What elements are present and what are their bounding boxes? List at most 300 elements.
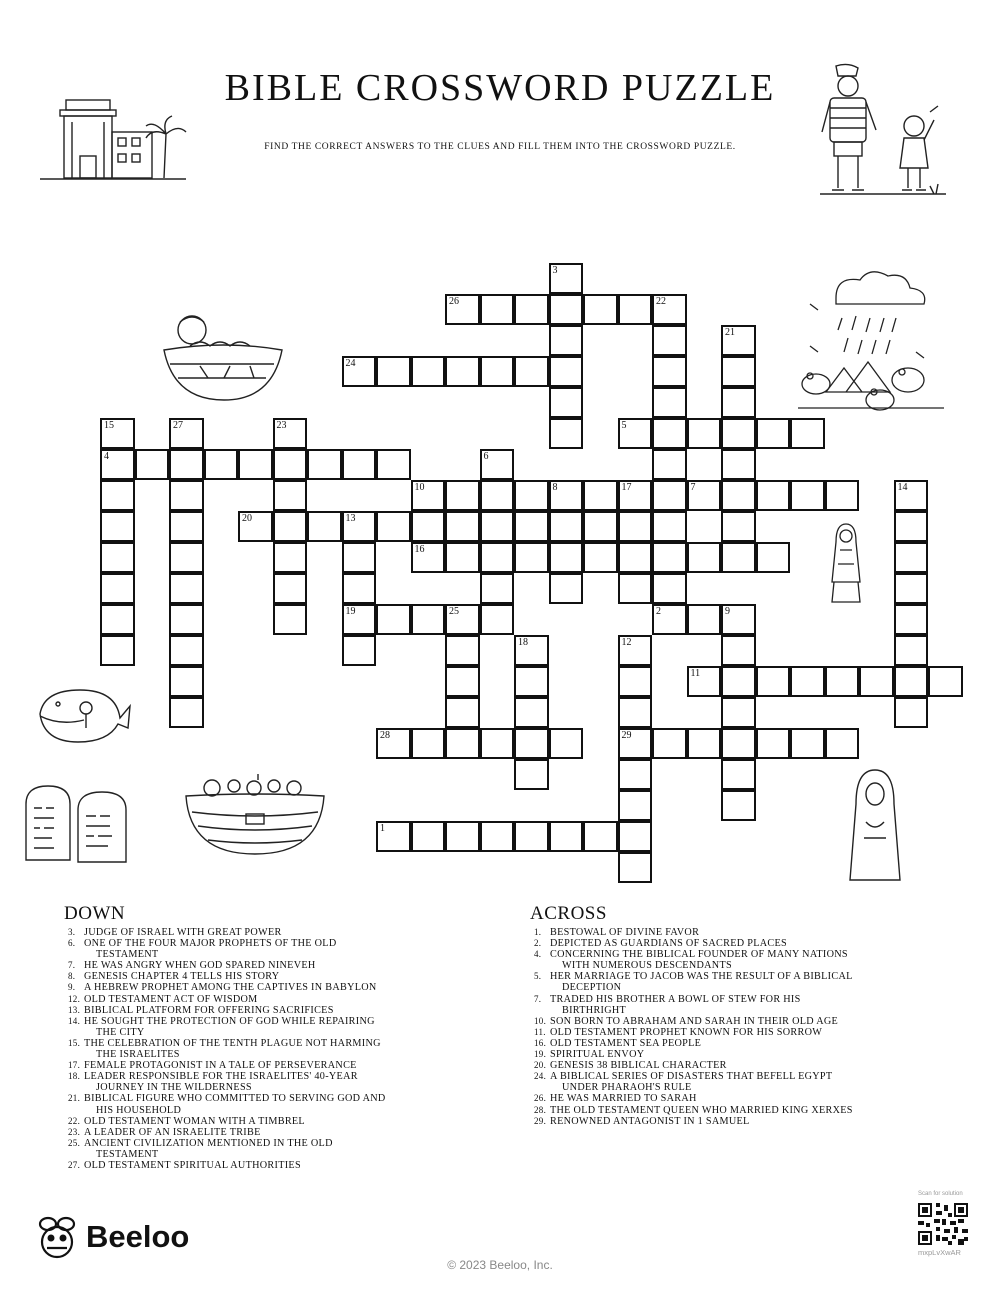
crossword-cell[interactable] <box>618 480 653 511</box>
crossword-cell[interactable] <box>618 852 653 883</box>
crossword-cell[interactable] <box>445 511 480 542</box>
crossword-cell[interactable] <box>100 604 135 635</box>
crossword-cell[interactable] <box>652 604 687 635</box>
crossword-cell[interactable] <box>652 573 687 604</box>
crossword-cell[interactable] <box>549 511 584 542</box>
crossword-cell[interactable] <box>618 573 653 604</box>
clue-number: 17 <box>621 482 632 493</box>
crossword-cell[interactable] <box>514 294 549 325</box>
crossword-cell[interactable] <box>307 449 342 480</box>
clue-text: OLD TESTAMENT SEA PEOPLE <box>550 1037 702 1049</box>
crossword-cell[interactable] <box>100 449 135 480</box>
crossword-cell[interactable] <box>894 511 929 542</box>
crossword-cell[interactable] <box>652 387 687 418</box>
clue-number: 23 <box>276 420 287 431</box>
crossword-cell[interactable] <box>618 821 653 852</box>
clue-number: 29. <box>534 1115 547 1126</box>
down-clue <box>64 1127 464 1138</box>
clue-number: 22. <box>68 1115 81 1126</box>
clue-number: 14 <box>897 482 908 493</box>
clue-text-continued: THE CITY <box>96 1026 145 1038</box>
crossword-cell[interactable] <box>790 418 825 449</box>
crossword-cell[interactable] <box>100 511 135 542</box>
clue-number: 20 <box>242 513 252 524</box>
clue-text: OLD TESTAMENT PROPHET KNOWN FOR HIS SORROW <box>550 1026 823 1038</box>
crossword-cell[interactable] <box>583 480 618 511</box>
crossword-cell[interactable] <box>652 542 687 573</box>
clue-text-continued: JOURNEY IN THE WILDERNESS <box>96 1082 252 1094</box>
clue-text: ANCIENT CIVILIZATION MENTIONED IN THE OLD <box>84 1137 333 1149</box>
clue-text: A HEBREW PROPHET AMONG THE CAPTIVES IN BABYLON <box>84 982 377 994</box>
crossword-cell[interactable] <box>204 449 239 480</box>
crossword-cell[interactable] <box>376 728 411 759</box>
clue-number: 10. <box>534 1015 547 1026</box>
crossword-cell[interactable] <box>756 728 791 759</box>
crossword-cell[interactable] <box>652 418 687 449</box>
crossword-cell[interactable] <box>825 666 860 697</box>
down-clue <box>64 994 464 1005</box>
clue-text-continued: THE ISRAELITES <box>96 1049 180 1061</box>
crossword-cell[interactable] <box>480 511 515 542</box>
clue-number: 8. <box>68 971 76 982</box>
crossword-cell[interactable] <box>549 542 584 573</box>
clue-text: HER MARRIAGE TO JACOB WAS THE RESULT OF A BIBLICAL <box>550 971 853 983</box>
crossword-cell[interactable] <box>549 480 584 511</box>
crossword-cell[interactable] <box>514 728 549 759</box>
across-clues <box>530 904 930 1127</box>
crossword-cell[interactable] <box>342 511 377 542</box>
crossword-cell[interactable] <box>618 728 653 759</box>
crossword-cell[interactable] <box>514 759 549 790</box>
down-clue <box>64 1116 464 1127</box>
across-heading: ACROSS <box>530 903 607 924</box>
crossword-cell[interactable] <box>549 728 584 759</box>
clue-number: 29 <box>621 730 632 741</box>
across-clue <box>530 1038 930 1049</box>
clue-number: 3 <box>552 265 558 276</box>
crossword-cell[interactable] <box>480 480 515 511</box>
clue-number: 23. <box>68 1126 81 1137</box>
clue-number: 19 <box>345 606 356 617</box>
crossword-cell[interactable] <box>721 666 756 697</box>
crossword-cell[interactable] <box>721 449 756 480</box>
crossword-cell[interactable] <box>480 542 515 573</box>
crossword-cell[interactable] <box>514 697 549 728</box>
clue-text: LEADER RESPONSIBLE FOR THE ISRAELITES' 40-YEAR <box>84 1071 358 1083</box>
crossword-cell[interactable] <box>549 573 584 604</box>
clue-number: 25. <box>68 1137 81 1148</box>
crossword-cell[interactable] <box>273 480 308 511</box>
crossword-cell[interactable] <box>480 821 515 852</box>
crossword-cell[interactable] <box>652 728 687 759</box>
crossword-cell[interactable] <box>721 387 756 418</box>
crossword-cell[interactable] <box>687 666 722 697</box>
whale-illustration <box>36 684 132 746</box>
crossword-cell[interactable] <box>721 542 756 573</box>
clue-text: JUDGE OF ISRAEL WITH GREAT POWER <box>84 927 282 938</box>
crossword-cell[interactable] <box>721 325 756 356</box>
clue-number: 28. <box>534 1104 547 1115</box>
clue-number: 26 <box>449 296 459 307</box>
crossword-cell[interactable] <box>721 418 756 449</box>
clue-text: OLD TESTAMENT SPIRITUAL AUTHORITIES <box>84 1159 301 1171</box>
crossword-cell[interactable] <box>928 666 963 697</box>
crossword-cell[interactable] <box>618 759 653 790</box>
crossword-cell[interactable] <box>169 666 204 697</box>
crossword-cell[interactable] <box>411 480 446 511</box>
clue-number: 24 <box>345 358 356 369</box>
crossword-cell[interactable] <box>687 418 722 449</box>
crossword-cell[interactable] <box>514 542 549 573</box>
clue-number: 24. <box>534 1071 547 1082</box>
noahs-ark-illustration <box>182 774 328 858</box>
crossword-cell[interactable] <box>480 294 515 325</box>
crossword-cell[interactable] <box>169 542 204 573</box>
down-clue <box>64 960 464 971</box>
clue-number: 18 <box>518 637 528 648</box>
down-clue <box>64 938 464 960</box>
crossword-cell[interactable] <box>894 480 929 511</box>
clue-text-continued: TESTAMENT <box>96 949 159 961</box>
clue-number: 4. <box>534 949 542 960</box>
qr-label: Scan for solution <box>918 1191 963 1197</box>
crossword-cell[interactable] <box>825 480 860 511</box>
crossword-cell[interactable] <box>756 542 791 573</box>
crossword-cell[interactable] <box>756 666 791 697</box>
clue-number: 20. <box>534 1060 547 1071</box>
clue-text: THE OLD TESTAMENT QUEEN WHO MARRIED KING XERXES <box>550 1104 853 1116</box>
crossword-cell[interactable] <box>549 418 584 449</box>
crossword-cell[interactable] <box>618 790 653 821</box>
crossword-cell[interactable] <box>445 635 480 666</box>
crossword-cell[interactable] <box>445 666 480 697</box>
crossword-cell[interactable] <box>756 480 791 511</box>
clue-text: RENOWNED ANTAGONIST IN 1 SAMUEL <box>550 1115 750 1127</box>
clue-text: HE SOUGHT THE PROTECTION OF GOD WHILE REPAIRING <box>84 1015 375 1027</box>
clue-number: 13. <box>68 1004 81 1015</box>
qr-code-icon[interactable] <box>918 1203 968 1245</box>
down-heading: DOWN <box>64 903 126 924</box>
crossword-cell[interactable] <box>721 635 756 666</box>
crossword-cell[interactable] <box>687 542 722 573</box>
clue-text-continued: WITH NUMEROUS DESCENDANTS <box>562 960 732 972</box>
down-clue <box>64 1016 464 1038</box>
crossword-cell[interactable] <box>273 511 308 542</box>
clue-number: 27. <box>68 1159 81 1170</box>
crossword-cell[interactable] <box>894 697 929 728</box>
crossword-cell[interactable] <box>100 573 135 604</box>
crossword-cell[interactable] <box>238 449 273 480</box>
plagues-illustration <box>796 268 946 416</box>
crossword-cell[interactable] <box>721 697 756 728</box>
clue-number: 6. <box>68 938 76 949</box>
clue-text: OLD TESTAMENT WOMAN WITH A TIMBREL <box>84 1115 305 1127</box>
crossword-cell[interactable] <box>721 356 756 387</box>
clue-number: 11. <box>534 1026 546 1037</box>
clue-text: BIBLICAL PLATFORM FOR OFFERING SACRIFICES <box>84 1004 334 1016</box>
crossword-cell[interactable] <box>169 511 204 542</box>
crossword-cell[interactable] <box>514 356 549 387</box>
crossword-cell[interactable] <box>618 294 653 325</box>
crossword-cell[interactable] <box>445 821 480 852</box>
crossword-cell[interactable] <box>169 480 204 511</box>
clue-text: OLD TESTAMENT ACT OF WISDOM <box>84 993 258 1005</box>
crossword-cell[interactable] <box>652 511 687 542</box>
crossword-cell[interactable] <box>342 542 377 573</box>
crossword-cell[interactable] <box>273 418 308 449</box>
clue-number: 9 <box>725 606 730 617</box>
crossword-cell[interactable] <box>583 294 618 325</box>
crossword-cell[interactable] <box>549 325 584 356</box>
clue-text: BESTOWAL OF DIVINE FAVOR <box>550 927 700 938</box>
clue-number: 16. <box>534 1037 547 1048</box>
down-clue <box>64 1005 464 1016</box>
across-clue <box>530 1027 930 1038</box>
crossword-cell[interactable] <box>514 821 549 852</box>
crossword-cell[interactable] <box>894 573 929 604</box>
crossword-cell[interactable] <box>376 511 411 542</box>
crossword-cell[interactable] <box>514 480 549 511</box>
crossword-cell[interactable] <box>721 790 756 821</box>
crossword-cell[interactable] <box>825 728 860 759</box>
crossword-cell[interactable] <box>342 573 377 604</box>
clue-text: GENESIS CHAPTER 4 TELLS HIS STORY <box>84 971 280 983</box>
crossword-cell[interactable] <box>169 573 204 604</box>
crossword-cell[interactable] <box>894 542 929 573</box>
crossword-cell[interactable] <box>342 635 377 666</box>
clue-number: 27 <box>173 420 183 431</box>
clue-number: 11 <box>690 668 701 679</box>
across-clue <box>530 1049 930 1060</box>
instructions: FIND THE CORRECT ANSWERS TO THE CLUES AND FILL THEM INTO THE CROSSWORD PUZZLE. <box>264 142 736 152</box>
clue-number: 5 <box>621 420 627 431</box>
clue-number: 14. <box>68 1015 81 1026</box>
crossword-cell[interactable] <box>480 449 515 480</box>
crossword-cell[interactable] <box>411 542 446 573</box>
crossword-cell[interactable] <box>618 511 653 542</box>
clue-number: 4 <box>104 451 109 462</box>
crossword-cell[interactable] <box>549 387 584 418</box>
across-clue <box>530 994 930 1016</box>
crossword-cell[interactable] <box>169 604 204 635</box>
clue-text: CONCERNING THE BIBLICAL FOUNDER OF MANY NATIONS <box>550 949 848 961</box>
clue-number: 2 <box>656 606 661 617</box>
crossword-cell[interactable] <box>514 635 549 666</box>
crossword-cell[interactable] <box>376 604 411 635</box>
clue-text: A LEADER OF AN ISRAELITE TRIBE <box>84 1126 261 1138</box>
crossword-cell[interactable] <box>583 821 618 852</box>
clue-number: 19. <box>534 1049 547 1060</box>
crossword-cell[interactable] <box>100 542 135 573</box>
across-clue <box>530 938 930 949</box>
temple-illustration <box>38 86 188 184</box>
crossword-cell[interactable] <box>342 604 377 635</box>
crossword-cell[interactable] <box>445 728 480 759</box>
crossword-cell[interactable] <box>342 449 377 480</box>
crossword-cell[interactable] <box>721 604 756 635</box>
crossword-cell[interactable] <box>445 697 480 728</box>
crossword-cell[interactable] <box>618 418 653 449</box>
crossword-cell[interactable] <box>618 542 653 573</box>
crossword-cell[interactable] <box>273 449 308 480</box>
crossword-cell[interactable] <box>652 294 687 325</box>
crossword-cell[interactable] <box>411 728 446 759</box>
clue-number: 15. <box>68 1037 81 1048</box>
clue-number: 26. <box>534 1093 547 1104</box>
crossword-cell[interactable] <box>549 294 584 325</box>
crossword-cell[interactable] <box>652 480 687 511</box>
clue-number: 16 <box>414 544 425 555</box>
across-clue <box>530 1016 930 1027</box>
across-clue <box>530 927 930 938</box>
crossword-cell[interactable] <box>687 728 722 759</box>
across-clue <box>530 1093 930 1104</box>
crossword-cell[interactable] <box>445 356 480 387</box>
clue-text: FEMALE PROTAGONIST IN A TALE OF PERSEVERANCE <box>84 1060 357 1072</box>
down-clues <box>64 904 464 1171</box>
clue-text: SPIRITUAL ENVOY <box>550 1049 645 1061</box>
woman-figure-illustration <box>826 520 866 606</box>
crossword-cell[interactable] <box>376 821 411 852</box>
stone-tablets-illustration <box>22 782 134 864</box>
crossword-cell[interactable] <box>894 666 929 697</box>
crossword-cell[interactable] <box>687 480 722 511</box>
crossword-cell[interactable] <box>894 635 929 666</box>
crossword-cell[interactable] <box>169 449 204 480</box>
down-clue <box>64 971 464 982</box>
clue-text: ONE OF THE FOUR MAJOR PROPHETS OF THE OLD <box>84 938 337 950</box>
down-clue <box>64 1138 464 1160</box>
crossword-cell[interactable] <box>342 356 377 387</box>
clue-number: 18. <box>68 1071 81 1082</box>
crossword-cell[interactable] <box>480 728 515 759</box>
crossword-cell[interactable] <box>583 511 618 542</box>
crossword-cell[interactable] <box>445 294 480 325</box>
crossword-cell[interactable] <box>100 418 135 449</box>
clue-text-continued: HIS HOUSEHOLD <box>96 1104 182 1116</box>
clue-number: 12. <box>68 993 81 1004</box>
crossword-cell[interactable] <box>618 666 653 697</box>
crossword-cell[interactable] <box>238 511 273 542</box>
crossword-cell[interactable] <box>169 418 204 449</box>
crossword-cell[interactable] <box>549 821 584 852</box>
crossword-cell[interactable] <box>618 697 653 728</box>
crossword-cell[interactable] <box>411 604 446 635</box>
crossword-cell[interactable] <box>894 604 929 635</box>
crossword-cell[interactable] <box>859 666 894 697</box>
crossword-cell[interactable] <box>376 449 411 480</box>
crossword-cell[interactable] <box>652 325 687 356</box>
crossword-cell[interactable] <box>169 635 204 666</box>
crossword-cell[interactable] <box>100 635 135 666</box>
crossword-cell[interactable] <box>100 480 135 511</box>
across-clue <box>530 949 930 971</box>
crossword-cell[interactable] <box>652 449 687 480</box>
crossword-cell[interactable] <box>583 542 618 573</box>
clue-text-continued: TESTAMENT <box>96 1148 159 1160</box>
crossword-cell[interactable] <box>514 666 549 697</box>
clue-number: 7. <box>534 993 542 1004</box>
clue-number: 3. <box>68 927 76 937</box>
crossword-cell[interactable] <box>411 356 446 387</box>
copyright: © 2023 Beeloo, Inc. <box>447 1258 553 1272</box>
crossword-cell[interactable] <box>273 542 308 573</box>
across-clue <box>530 1060 930 1071</box>
crossword-cell[interactable] <box>721 480 756 511</box>
crossword-cell[interactable] <box>618 635 653 666</box>
clue-number: 1. <box>534 927 542 937</box>
crossword-cell[interactable] <box>376 356 411 387</box>
crossword-cell[interactable] <box>721 759 756 790</box>
clue-number: 21. <box>68 1093 81 1104</box>
clue-text: GENESIS 38 BIBLICAL CHARACTER <box>550 1060 727 1072</box>
crossword-cell[interactable] <box>549 356 584 387</box>
crossword-cell[interactable] <box>687 604 722 635</box>
crossword-cell[interactable] <box>445 542 480 573</box>
down-clue <box>64 927 464 938</box>
brand-name: Beeloo <box>86 1219 190 1254</box>
clue-number: 17. <box>68 1060 81 1071</box>
across-clue <box>530 1116 930 1127</box>
crossword-cell[interactable] <box>790 480 825 511</box>
crossword-cell[interactable] <box>721 511 756 542</box>
crossword-cell[interactable] <box>514 511 549 542</box>
clue-text: BIBLICAL FIGURE WHO COMMITTED TO SERVING GOD AND <box>84 1093 386 1105</box>
clue-number: 22 <box>656 296 666 307</box>
clue-text: A BIBLICAL SERIES OF DISASTERS THAT BEFELL EGYPT <box>550 1071 833 1083</box>
crossword-cell[interactable] <box>411 821 446 852</box>
soldier-and-boy-illustration <box>818 62 948 200</box>
crossword-cell[interactable] <box>480 356 515 387</box>
clue-number: 21 <box>725 327 735 338</box>
clue-number: 9. <box>68 982 76 993</box>
clue-text-continued: UNDER PHARAOH'S RULE <box>562 1082 692 1094</box>
clue-number: 15 <box>104 420 114 431</box>
crossword-cell[interactable] <box>790 728 825 759</box>
crossword-cell[interactable] <box>411 511 446 542</box>
qr-code-text: mxpLvXwAR <box>918 1248 961 1257</box>
clue-number: 10 <box>414 482 425 493</box>
crossword-cell[interactable] <box>135 449 170 480</box>
clue-number: 1 <box>380 823 385 834</box>
clue-number: 7. <box>68 960 76 971</box>
crossword-cell[interactable] <box>273 573 308 604</box>
down-clue <box>64 1071 464 1093</box>
crossword-cell[interactable] <box>652 356 687 387</box>
clue-text: DEPICTED AS GUARDIANS OF SACRED PLACES <box>550 938 787 950</box>
down-clue <box>64 1038 464 1060</box>
crossword-cell[interactable] <box>445 480 480 511</box>
crossword-cell[interactable] <box>480 604 515 635</box>
clue-number: 12 <box>621 637 632 648</box>
crossword-cell[interactable] <box>169 697 204 728</box>
crossword-cell[interactable] <box>721 728 756 759</box>
clue-text: THE CELEBRATION OF THE TENTH PLAGUE NOT HARMING <box>84 1037 381 1049</box>
down-clue <box>64 1160 464 1171</box>
clue-number: 5. <box>534 971 542 982</box>
across-clue <box>530 1071 930 1093</box>
crossword-cell[interactable] <box>790 666 825 697</box>
crossword-cell[interactable] <box>549 263 584 294</box>
crossword-cell[interactable] <box>273 604 308 635</box>
veiled-woman-illustration <box>846 768 904 884</box>
clue-number: 25 <box>449 606 459 617</box>
clue-number: 13 <box>345 513 356 524</box>
crossword-cell[interactable] <box>756 418 791 449</box>
crossword-cell[interactable] <box>445 604 480 635</box>
crossword-cell[interactable] <box>480 573 515 604</box>
crossword-cell[interactable] <box>307 511 342 542</box>
